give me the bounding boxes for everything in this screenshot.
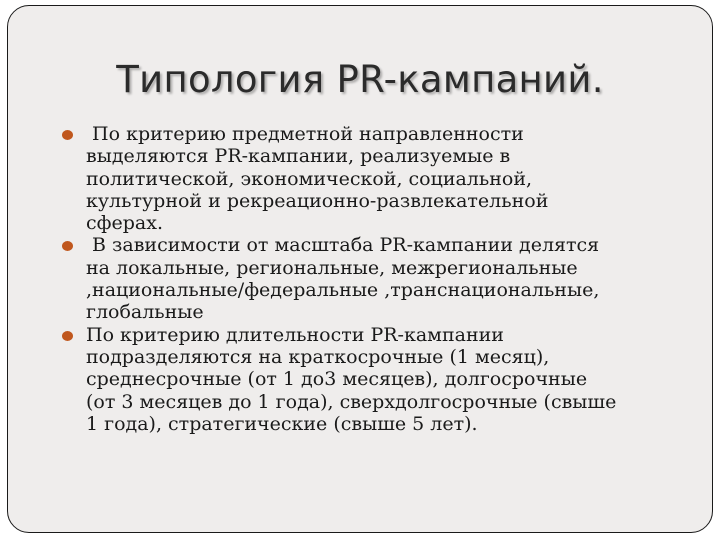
bullet-text-line: среднесрочные (от 1 до3 месяцев), долгосрочные	[86, 368, 588, 391]
bullet-text-line: ,национальные/федеральные ,транснациональные,	[86, 279, 600, 302]
bullet-dot-icon	[62, 331, 73, 341]
slide-frame	[7, 5, 713, 533]
slide-title: Типология PR-кампаний.	[116, 58, 604, 101]
bullet-item	[86, 324, 686, 435]
bullet-text-line: выделяются PR-кампании, реализуемые в	[86, 145, 511, 168]
bullet-text-line: сферах.	[86, 212, 164, 235]
bullet-item	[86, 123, 686, 234]
bullet-text-line: подразделяются на краткосрочные (1 месяц),	[86, 345, 550, 368]
bullet-text-line: В зависимости от масштаба PR-кампании делятся	[86, 234, 600, 257]
bullet-text-line: (от 3 месяцев до 1 года), сверхдолгосрочные (свыше	[86, 390, 617, 413]
bullet-text-line: глобальные	[86, 301, 204, 324]
bullet-text-line: на локальные, региональные, межрегиональные	[86, 256, 578, 279]
bullet-text-line: По критерию длительности PR-кампании	[86, 323, 504, 346]
bullet-text-line: По критерию предметной направленности	[86, 123, 524, 145]
bullet-dot-icon	[62, 130, 73, 140]
bullet-dot-icon	[62, 241, 73, 251]
slide-body	[86, 123, 686, 435]
bullet-text-line: культурной и рекреационно-развлекательной	[86, 189, 549, 212]
bullet-text-line: политической, экономической, социальной,	[86, 167, 533, 190]
bullet-item	[86, 234, 686, 323]
bullet-text-line: 1 года), стратегические (свыше 5 лет).	[86, 412, 478, 435]
